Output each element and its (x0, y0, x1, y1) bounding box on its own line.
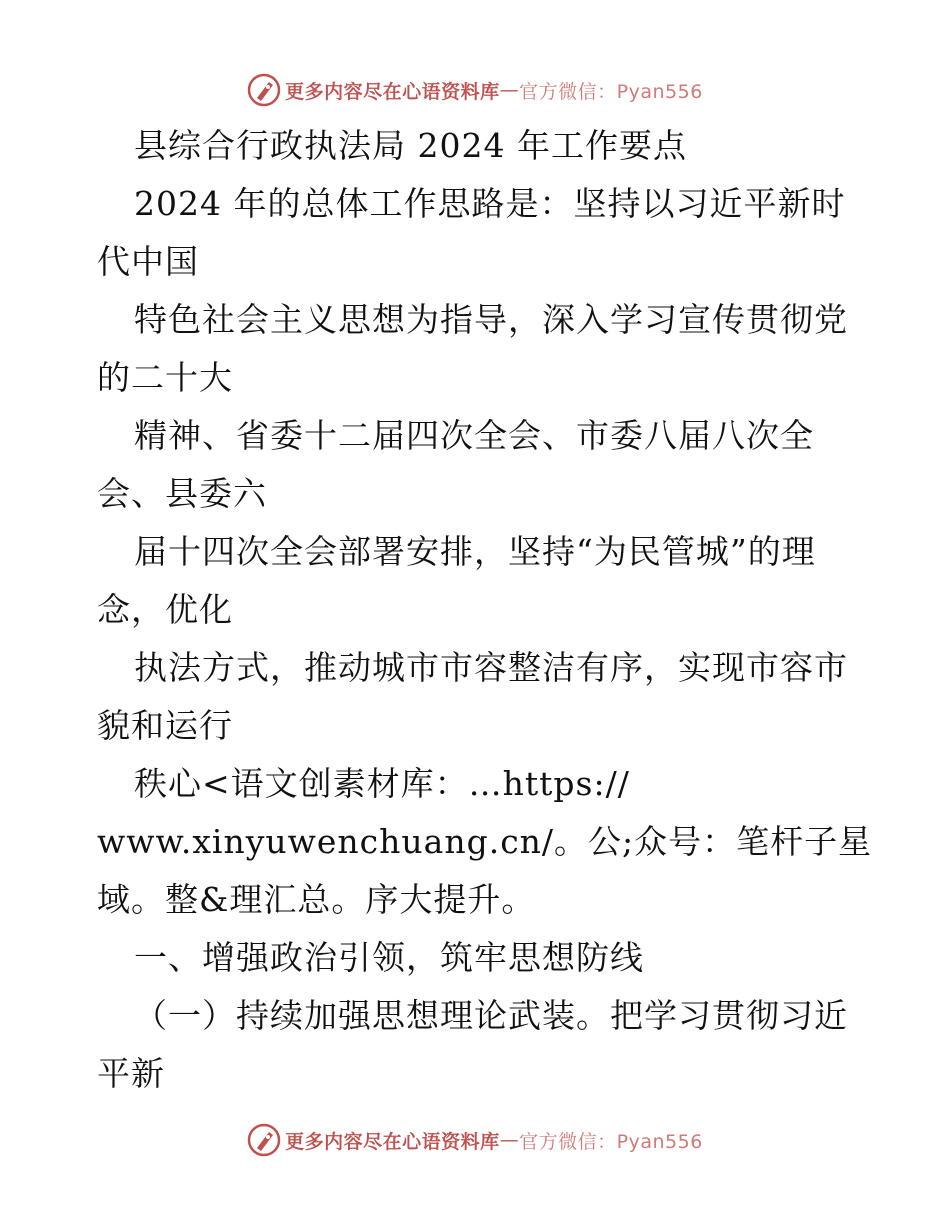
paragraph-line: www.xinyuwenchuang.cn/。公;众号：笔杆子星 (97, 822, 873, 861)
paragraph-line: 域。整&理汇总。序大提升。 (97, 880, 536, 919)
paragraph-line: 届十四次全会部署安排，坚持“为民管城”的理 (134, 532, 816, 571)
paragraph-line: 会、县委六 (97, 474, 267, 513)
document-title: 县综合行政执法局 2024 年工作要点 (134, 126, 687, 165)
banner-text: 更多内容尽在心语资料库 (285, 80, 500, 103)
pen-nib-icon (247, 1123, 281, 1157)
document-body (97, 117, 887, 1103)
banner-wechat: 官方微信：Pyan556 (519, 80, 703, 103)
banner-text: 更多内容尽在心语资料库 (285, 1130, 500, 1153)
header-watermark-banner (0, 70, 950, 110)
footer-watermark-banner (0, 1120, 950, 1160)
paragraph-line: （一）持续加强思想理论武装。把学习贯彻习近 (134, 996, 848, 1035)
paragraph-line: 代中国 (97, 242, 199, 281)
paragraph-line: 特色社会主义思想为指导，深入学习宣传贯彻党 (134, 300, 848, 339)
paragraph-line: 念，优化 (97, 590, 233, 629)
paragraph-line: 的二十大 (97, 358, 233, 397)
paragraph-line: 平新 (97, 1054, 165, 1093)
paragraph-line: 精神、省委十二届四次全会、市委八届八次全 (134, 416, 814, 455)
section-heading: 一、增强政治引领，筑牢思想防线 (134, 938, 644, 977)
banner-separator: — (499, 1129, 520, 1151)
paragraph-line: 秩心<语文创素材库：…https:// (134, 764, 630, 803)
paragraph-line: 2024 年的总体工作思路是：坚持以习近平新时 (134, 184, 846, 223)
banner-separator: — (499, 79, 520, 101)
pen-nib-icon (247, 73, 281, 107)
paragraph-line: 貌和运行 (97, 706, 233, 745)
banner-wechat: 官方微信：Pyan556 (519, 1130, 703, 1153)
paragraph-line: 执法方式，推动城市市容整洁有序，实现市容市 (134, 648, 848, 687)
